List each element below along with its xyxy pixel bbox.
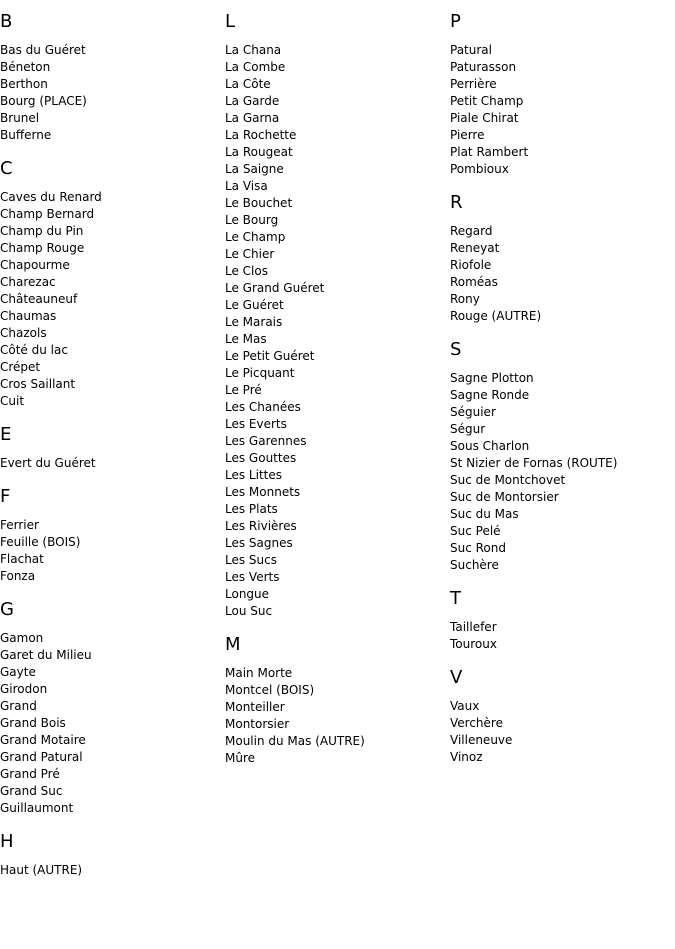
place-name: Evert du Guéret — [0, 456, 96, 470]
place-name: La Côte — [225, 77, 271, 91]
place-name: Grand Pré — [0, 767, 60, 781]
place-name: Suc du Mas — [450, 507, 519, 521]
letter-heading: L — [225, 11, 236, 32]
place-list — [0, 630, 225, 817]
place-name: Touroux — [450, 637, 497, 651]
letter-heading: B — [0, 11, 13, 32]
place-name: Suc de Montchovet — [450, 473, 566, 487]
place-name: Grand Bois — [0, 716, 66, 730]
place-name: Mûre — [225, 751, 256, 765]
letter-group — [0, 486, 225, 585]
place-name: Les Everts — [225, 417, 287, 431]
place-name: Le Chier — [225, 247, 275, 261]
place-name: Le Grand Guéret — [225, 281, 325, 295]
place-name: Chapourme — [0, 258, 70, 272]
place-name: Le Champ — [225, 230, 286, 244]
place-name: Les Sagnes — [225, 536, 293, 550]
letter-group — [0, 831, 225, 879]
place-name: Garet du Milieu — [0, 648, 92, 662]
place-name: Châteauneuf — [0, 292, 78, 306]
letter-group — [0, 599, 225, 817]
letter-heading: G — [0, 599, 14, 620]
place-name: Grand Patural — [0, 750, 83, 764]
place-list — [0, 189, 225, 410]
place-name: Caves du Renard — [0, 190, 102, 204]
place-name: La Chana — [225, 43, 282, 57]
place-name: Gamon — [0, 631, 44, 645]
place-list — [225, 665, 450, 767]
letter-heading: E — [0, 424, 12, 445]
place-name: Vinoz — [450, 750, 483, 764]
place-name: Bas du Guéret — [0, 43, 86, 57]
place-name: Bufferne — [0, 128, 52, 142]
letter-heading: V — [450, 667, 463, 688]
letter-heading: F — [0, 486, 11, 507]
place-name: Regard — [450, 224, 493, 238]
place-name: Vaux — [450, 699, 480, 713]
place-list — [0, 517, 225, 585]
place-name: Le Petit Guéret — [225, 349, 315, 363]
place-name: Ferrier — [0, 518, 39, 532]
place-name: Bourg (PLACE) — [0, 94, 87, 108]
letter-heading: S — [450, 339, 462, 360]
place-name: Fonza — [0, 569, 36, 583]
letter-group — [0, 158, 225, 410]
place-name: Le Clos — [225, 264, 268, 278]
place-name: La Visa — [225, 179, 268, 193]
place-name: La Garna — [225, 111, 280, 125]
place-list — [450, 223, 675, 325]
place-list — [0, 42, 225, 144]
place-name: Les Verts — [225, 570, 280, 584]
letter-heading: P — [450, 11, 461, 32]
letter-group — [450, 667, 675, 766]
place-name: Les Littes — [225, 468, 282, 482]
place-name: Champ du Pin — [0, 224, 84, 238]
place-name: Chaumas — [0, 309, 57, 323]
place-name: Ségur — [450, 422, 486, 436]
place-name: Grand Motaire — [0, 733, 86, 747]
place-name: Suc Rond — [450, 541, 506, 555]
place-name: Perrière — [450, 77, 497, 91]
place-name: Brunel — [0, 111, 40, 125]
letter-heading: R — [450, 192, 463, 213]
place-name: Gayte — [0, 665, 36, 679]
place-name: Charezac — [0, 275, 56, 289]
place-name: Sous Charlon — [450, 439, 530, 453]
place-name: Haut (AUTRE) — [0, 863, 83, 877]
place-name: La Garde — [225, 94, 280, 108]
place-name: Séguier — [450, 405, 496, 419]
place-name: Les Chanées — [225, 400, 301, 414]
letter-group — [225, 634, 450, 767]
letter-group — [225, 11, 450, 620]
letter-group — [0, 424, 225, 472]
place-list — [450, 698, 675, 766]
place-name: Grand Suc — [0, 784, 63, 798]
place-name: Pierre — [450, 128, 485, 142]
place-name: Cros Saillant — [0, 377, 76, 391]
letter-group — [450, 11, 675, 178]
place-name: Grand — [0, 699, 37, 713]
place-name: Les Sucs — [225, 553, 277, 567]
place-name: La Rougeat — [225, 145, 293, 159]
place-name: Cuit — [0, 394, 25, 408]
letter-group — [0, 11, 225, 144]
place-name: Le Bourg — [225, 213, 279, 227]
place-name: Villeneuve — [450, 733, 513, 747]
index-column — [225, 0, 450, 767]
place-name: La Saigne — [225, 162, 284, 176]
place-name: Les Gouttes — [225, 451, 297, 465]
place-name: Suc de Montorsier — [450, 490, 559, 504]
place-name: Le Guéret — [225, 298, 284, 312]
place-name: Piale Chirat — [450, 111, 519, 125]
place-name: Béneton — [0, 60, 51, 74]
place-name: Le Pré — [225, 383, 262, 397]
place-name: Roméas — [450, 275, 498, 289]
place-name: Le Marais — [225, 315, 283, 329]
place-name: Crépet — [0, 360, 41, 374]
place-list — [0, 455, 225, 472]
place-name: Moulin du Mas (AUTRE) — [225, 734, 365, 748]
place-name: Lou Suc — [225, 604, 273, 618]
place-name: Côté du lac — [0, 343, 68, 357]
place-name: Rony — [450, 292, 480, 306]
place-name: Chazols — [0, 326, 47, 340]
letter-group — [450, 588, 675, 653]
place-name: Les Plats — [225, 502, 278, 516]
place-name: Longue — [225, 587, 270, 601]
place-name: Girodon — [0, 682, 48, 696]
place-name: La Rochette — [225, 128, 297, 142]
place-name: Montorsier — [225, 717, 290, 731]
place-name: Patural — [450, 43, 492, 57]
place-name: Les Garennes — [225, 434, 307, 448]
place-list — [450, 42, 675, 178]
letter-heading: C — [0, 158, 13, 179]
place-list — [450, 370, 675, 574]
place-list — [0, 862, 225, 879]
place-name: Les Monnets — [225, 485, 301, 499]
place-name: Plat Rambert — [450, 145, 529, 159]
letter-group — [450, 339, 675, 574]
place-name: Le Bouchet — [225, 196, 293, 210]
letter-group — [450, 192, 675, 325]
place-name: Le Picquant — [225, 366, 295, 380]
place-name: Suchère — [450, 558, 499, 572]
place-list — [450, 619, 675, 653]
place-name: Le Mas — [225, 332, 267, 346]
place-name: Les Rivières — [225, 519, 297, 533]
place-name: Flachat — [0, 552, 44, 566]
place-name: Riofole — [450, 258, 492, 272]
place-name: Monteiller — [225, 700, 285, 714]
place-name: Sagne Plotton — [450, 371, 534, 385]
place-list — [225, 42, 450, 620]
place-name: Montcel (BOIS) — [225, 683, 315, 697]
place-name: Guillaumont — [0, 801, 74, 815]
place-name: Taillefer — [450, 620, 497, 634]
place-name: Sagne Ronde — [450, 388, 530, 402]
place-name: Feuille (BOIS) — [0, 535, 81, 549]
letter-heading: H — [0, 831, 14, 852]
place-name: Verchère — [450, 716, 503, 730]
place-name: Main Morte — [225, 666, 293, 680]
place-name: Paturasson — [450, 60, 517, 74]
place-name: Champ Rouge — [0, 241, 85, 255]
place-name: Petit Champ — [450, 94, 524, 108]
place-name: Champ Bernard — [0, 207, 95, 221]
place-name: St Nizier de Fornas (ROUTE) — [450, 456, 618, 470]
index-column — [450, 0, 675, 766]
place-name: Rouge (AUTRE) — [450, 309, 542, 323]
place-name: Reneyat — [450, 241, 500, 255]
letter-heading: T — [450, 588, 461, 609]
place-name: Berthon — [0, 77, 48, 91]
place-name: La Combe — [225, 60, 286, 74]
place-name: Suc Pelé — [450, 524, 501, 538]
index-column — [0, 0, 225, 879]
letter-heading: M — [225, 634, 241, 655]
place-name: Pombioux — [450, 162, 509, 176]
